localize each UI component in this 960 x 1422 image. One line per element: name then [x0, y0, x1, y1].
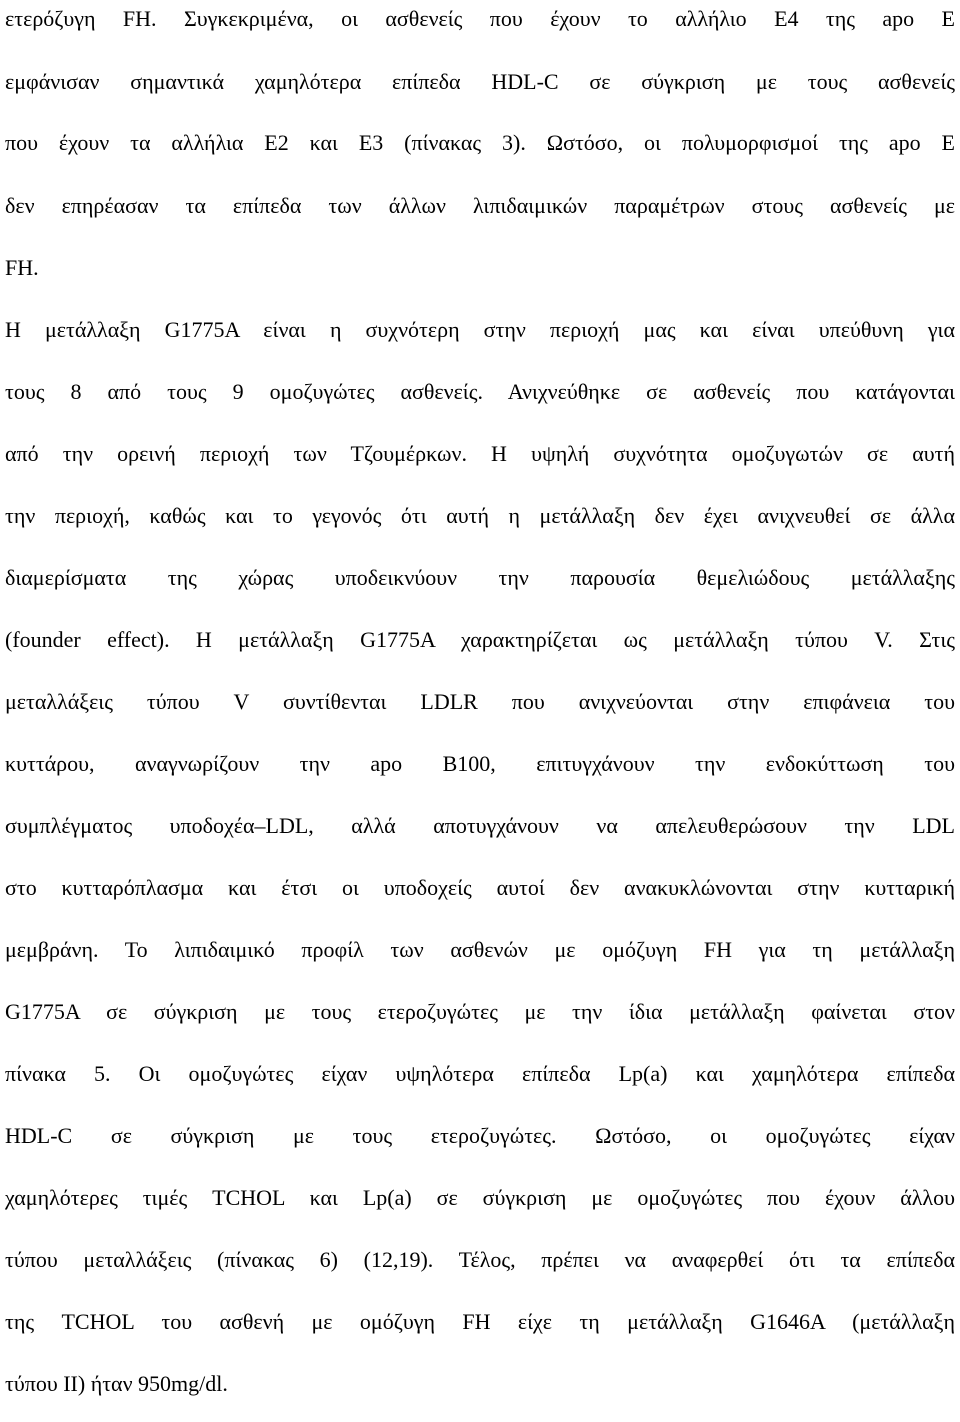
text-line-11: (founder effect). Η μετάλλαξη G1775A χαρακτηρίζεται ως μετάλλαξη τύπου V. Στις — [5, 627, 955, 652]
text-line-5: FH. — [5, 255, 39, 280]
text-line-15: στο κυτταρόπλασμα και έτσι οι υποδοχείς αυτοί δεν ανακυκλώνονται στην κυτταρική — [5, 875, 955, 900]
text-line-18: πίνακα 5. Οι ομοζυγώτες είχαν υψηλότερα επίπεδα Lp(a) και χαμηλότερα επίπεδα — [5, 1061, 955, 1086]
text-line-8: από την ορεινή περιοχή των Τζουμέρκων. Η υψηλή συχνότητα ομοζυγωτών σε αυτή — [5, 441, 955, 466]
text-line-17: G1775A σε σύγκριση με τους ετεροζυγώτες με την ίδια μετάλλαξη φαίνεται στον — [5, 999, 955, 1024]
text-line-4: δεν επηρέασαν τα επίπεδα των άλλων λιπιδαιμικών παραμέτρων στους ασθενείς με — [5, 193, 955, 218]
text-line-22: της TCHOL του ασθενή με ομόζυγη FH είχε τη μετάλλαξη G1646A (μετάλλαξη — [5, 1309, 955, 1334]
text-line-19: HDL-C σε σύγκριση με τους ετεροζυγώτες. Ωστόσο, οι ομοζυγώτες είχαν — [5, 1123, 955, 1148]
text-line-2: εμφάνισαν σημαντικά χαμηλότερα επίπεδα HDL-C σε σύγκριση με τους ασθενείς — [5, 69, 955, 94]
text-line-9: την περιοχή, καθώς και το γεγονός ότι αυτή η μετάλλαξη δεν έχει ανιχνευθεί σε άλλα — [5, 503, 955, 528]
text-line-16: μεμβράνη. Το λιπιδαιμικό προφίλ των ασθενών με ομόζυγη FH για τη μετάλλαξη — [5, 937, 955, 962]
text-line-14: συμπλέγματος υποδοχέα–LDL, αλλά αποτυγχάνουν να απελευθερώσουν την LDL — [5, 813, 955, 838]
text-line-23: τύπου ΙΙ) ήταν 950mg/dl. — [5, 1371, 228, 1396]
text-line-6: Η μετάλλαξη G1775A είναι η συχνότερη στην περιοχή μας και είναι υπεύθυνη για — [5, 317, 955, 342]
text-line-13: κυττάρου, αναγνωρίζουν την apo B100, επιτυγχάνουν την ενδοκύττωση του — [5, 751, 955, 776]
text-line-10: διαμερίσματα της χώρας υποδεικνύουν την παρουσία θεμελιώδους μετάλλαξης — [5, 565, 955, 590]
text-line-1: ετερόζυγη FH. Συγκεκριμένα, οι ασθενείς που έχουν το αλλήλιο Ε4 της apo E — [5, 6, 955, 31]
text-line-20: χαμηλότερες τιμές TCHOL και Lp(a) σε σύγκριση με ομοζυγώτες που έχουν άλλου — [5, 1185, 955, 1210]
text-line-12: μεταλλάξεις τύπου V συντίθενται LDLR που ανιχνεύονται στην επιφάνεια του — [5, 689, 955, 714]
text-line-7: τους 8 από τους 9 ομοζυγώτες ασθενείς. Ανιχνεύθηκε σε ασθενείς που κατάγονται — [5, 379, 955, 404]
document-page — [5, 0, 955, 1422]
text-line-21: τύπου μεταλλάξεις (πίνακας 6) (12,19). Τέλος, πρέπει να αναφερθεί ότι τα επίπεδα — [5, 1247, 955, 1272]
text-line-3: που έχουν τα αλλήλια Ε2 και Ε3 (πίνακας 3). Ωστόσο, οι πολυμορφισμοί της apo E — [5, 130, 955, 155]
